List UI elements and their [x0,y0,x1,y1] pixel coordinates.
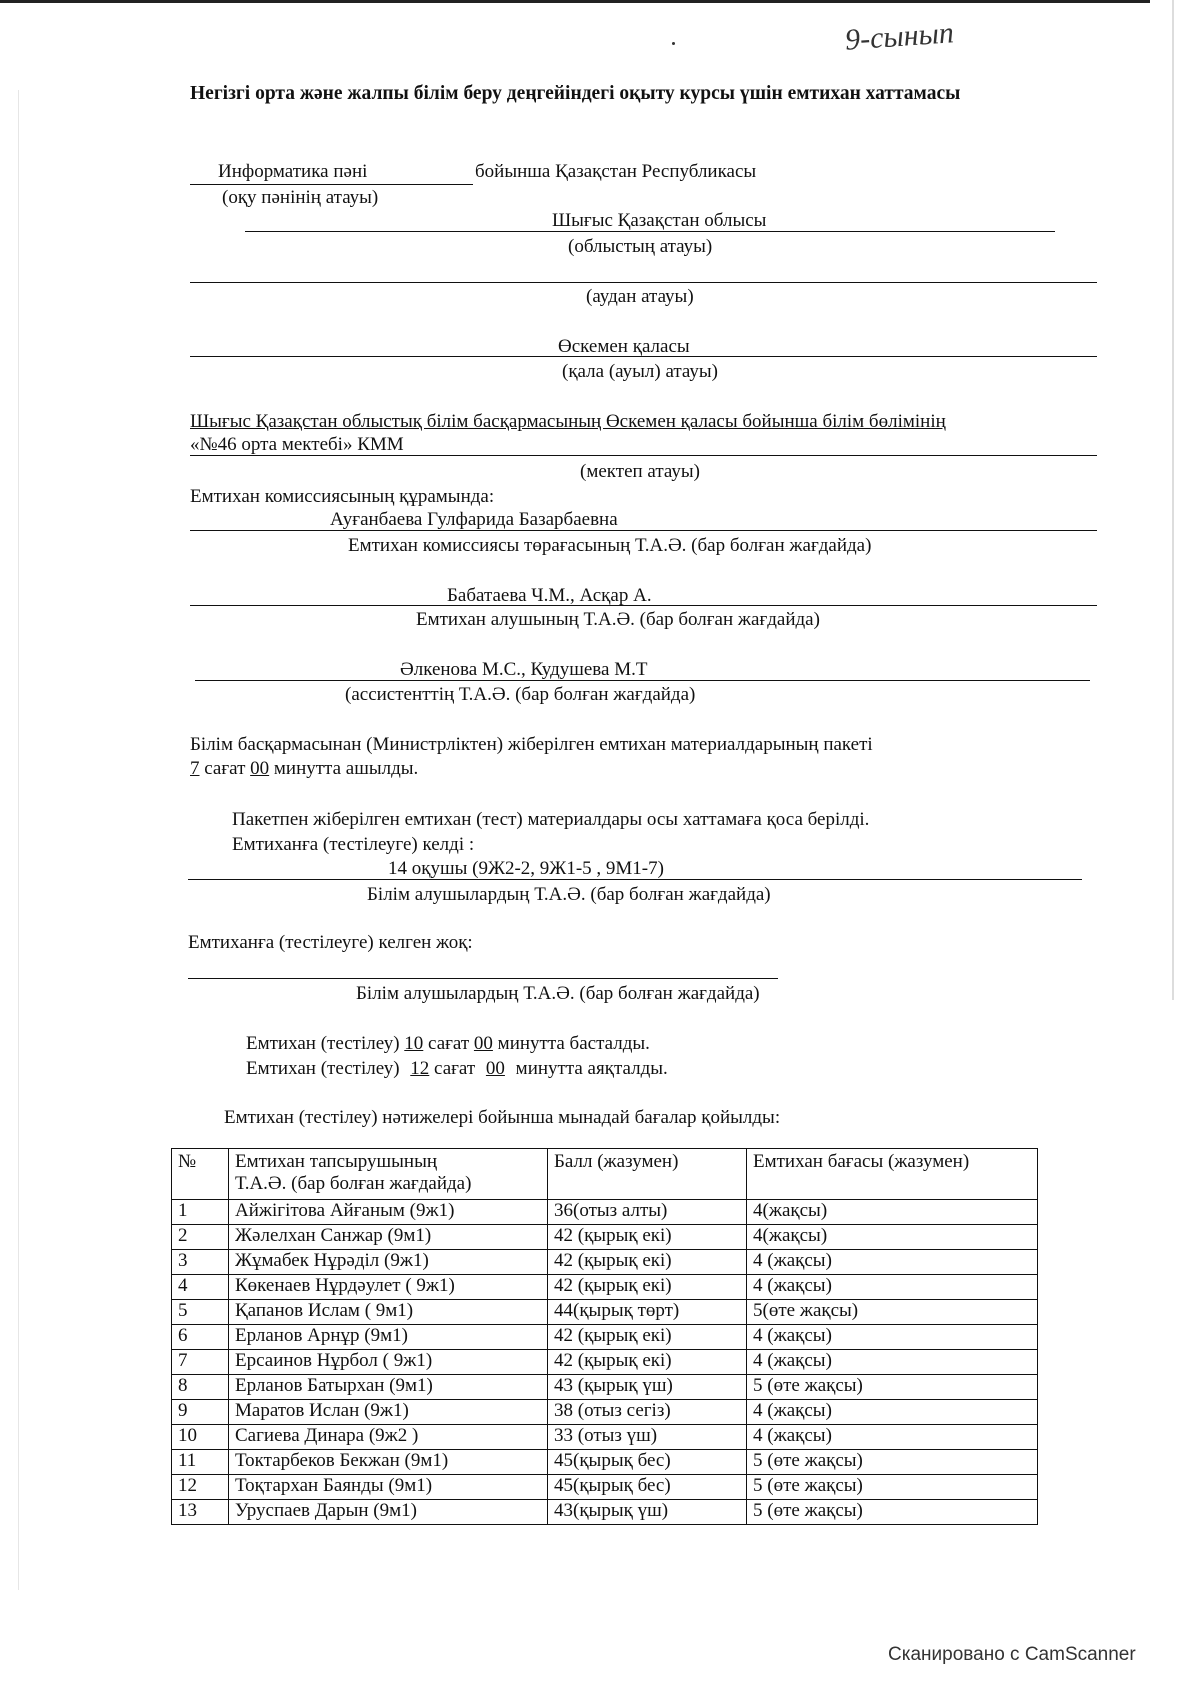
package-opened-text: минутта ашылды. [273,758,419,779]
row-number: 10 [172,1425,229,1450]
row-number: 3 [172,1250,229,1275]
score-text: 42 (қырық екі) [548,1275,747,1300]
scanner-watermark: Сканировано с CamScanner [888,1644,1136,1665]
row-number: 1 [172,1200,229,1225]
table-row [172,1275,1038,1300]
district-underline [190,282,1097,283]
table-header-row [172,1149,1038,1200]
student-name: Уруспаев Дарын (9м1) [229,1500,548,1525]
start-time [246,1033,650,1055]
table-row [172,1300,1038,1325]
header-grade: Емтихан бағасы (жазумен) [747,1149,1038,1200]
chair-underline [190,530,1097,531]
score-text: 33 (отыз үш) [548,1425,747,1450]
end-time [246,1058,668,1080]
grade-text: 4 (жақсы) [747,1350,1038,1375]
grade-text: 5 (өте жақсы) [747,1375,1038,1400]
start-prefix: Емтихан (тестілеу) [246,1033,400,1054]
city-value: Өскемен қаласы [558,336,690,357]
scan-left-edge [18,90,19,1590]
row-number: 13 [172,1500,229,1525]
start-suffix: минутта басталды. [497,1033,650,1054]
package-hour: 7 [190,758,200,779]
student-name: Ерланов Батырхан (9м1) [229,1375,548,1400]
score-text: 42 (қырық екі) [548,1350,747,1375]
table-row [172,1450,1038,1475]
row-number: 11 [172,1450,229,1475]
grade-text: 4(жақсы) [747,1200,1038,1225]
results-intro: Емтихан (тестілеу) нәтижелері бойынша мынадай бағалар қойылды: [224,1107,781,1128]
chair-name: Ауғанбаева Гулфарида Базарбаевна [330,509,618,530]
grade-text: 4 (жақсы) [747,1425,1038,1450]
row-number: 7 [172,1350,229,1375]
grade-text: 4(жақсы) [747,1225,1038,1250]
assistant-caption: (ассистенттің Т.А.Ә. (бар болған жағдайда) [345,684,696,705]
grade-text: 5(өте жақсы) [747,1300,1038,1325]
student-name: Сагиева Динара (9ж2 ) [229,1425,548,1450]
header-name [229,1149,548,1200]
scan-right-edge [1172,0,1174,1000]
subject-caption: (оқу пәнінің атауы) [222,187,379,208]
grade-text: 4 (жақсы) [747,1400,1038,1425]
score-text: 44(қырық төрт) [548,1300,747,1325]
student-name: Айжігітова Айғаным (9ж1) [229,1200,548,1225]
scan-speck [672,42,675,45]
header-name-line-1: Емтихан тапсырушының [235,1151,438,1172]
student-name: Тоқтархан Баянды (9м1) [229,1475,548,1500]
student-name: Маратов Ислан (9ж1) [229,1400,548,1425]
header-name-line-2: Т.А.Ә. (бар болған жағдайда) [235,1173,472,1194]
row-number: 4 [172,1275,229,1300]
attended-value: 14 оқушы (9Ж2-2, 9Ж1-5 , 9М1-7) [388,858,664,879]
score-text: 36(отыз алты) [548,1200,747,1225]
package-line: Білім басқармасынан (Министрліктен) жіберілген емтихан материалдарының пакеті [190,734,873,755]
table-row [172,1500,1038,1525]
examiner-caption: Емтихан алушының Т.А.Ә. (бар болған жағдайда) [416,609,820,630]
end-prefix: Емтихан (тестілеу) [246,1058,400,1079]
start-sagat: сағат [428,1033,470,1054]
grades-table [171,1148,1038,1525]
score-text: 42 (қырық екі) [548,1325,747,1350]
region-value: Шығыс Қазақстан облысы [552,210,767,231]
end-hour: 12 [410,1058,430,1079]
table-row [172,1200,1038,1225]
student-name: Ерсаинов Нұрбол ( 9ж1) [229,1350,548,1375]
attended-label: Емтиханға (тестілеуге) келді : [232,834,475,855]
city-caption: (қала (ауыл) атауы) [562,361,718,382]
student-name: Ерланов Арнұр (9м1) [229,1325,548,1350]
grade-text: 5 (өте жақсы) [747,1475,1038,1500]
score-text: 45(қырық бес) [548,1475,747,1500]
table-row [172,1225,1038,1250]
table-row [172,1475,1038,1500]
student-name: Жәлелхан Санжар (9м1) [229,1225,548,1250]
table-row [172,1425,1038,1450]
school-line-2: «№46 орта мектебі» КММ [190,434,404,455]
grade-text: 4 (жақсы) [747,1275,1038,1300]
student-name: Жұмабек Нұрәділ (9ж1) [229,1250,548,1275]
row-number: 9 [172,1400,229,1425]
end-sagat: сағат [434,1058,476,1079]
row-number: 6 [172,1325,229,1350]
subject-value: Информатика пәні [218,161,368,182]
commission-label: Емтихан комиссиясының құрамында: [190,486,495,507]
student-name: Токтарбеков Бекжан (9м1) [229,1450,548,1475]
chair-caption: Емтихан комиссиясы төрағасының Т.А.Ә. (бар болған жағдайда) [348,535,872,556]
absent-underline [188,978,778,979]
row-number: 5 [172,1300,229,1325]
score-text: 45(қырық бес) [548,1450,747,1475]
table-row [172,1375,1038,1400]
table-row [172,1325,1038,1350]
package-sagat: сағат [204,758,246,779]
end-suffix: минутта аяқталды. [515,1058,668,1079]
scan-top-border [0,0,1150,3]
materials-line: Пакетпен жіберілген емтихан (тест) материалдары осы хаттамаға қоса берілді. [232,809,870,830]
package-time [190,758,418,780]
score-text: 43(қырық үш) [548,1500,747,1525]
score-text: 42 (қырық екі) [548,1225,747,1250]
header-score: Балл (жазумен) [548,1149,747,1200]
subject-suffix: бойынша Қазақстан Республикасы [475,161,757,182]
school-line-1: Шығыс Қазақстан облыстық білім басқармасының Өскемен қаласы бойынша білім бөлімінің [190,411,946,432]
document-title: Негізгі орта және жалпы білім беру деңгейіндегі оқыту курсы үшін емтихан хаттамасы [190,83,961,104]
handwritten-grade-note: 9-сынып [843,16,955,57]
table-row [172,1250,1038,1275]
start-hour: 10 [404,1033,424,1054]
end-minute: 00 [485,1058,505,1079]
grade-text: 4 (жақсы) [747,1325,1038,1350]
row-number: 12 [172,1475,229,1500]
score-text: 38 (отыз сегіз) [548,1400,747,1425]
absent-caption: Білім алушылардың Т.А.Ә. (бар болған жағдайда) [356,983,760,1004]
assistant-name: Әлкенова М.С., Кудушева М.Т [400,659,648,680]
region-caption: (облыстың атауы) [568,236,713,257]
header-number: № [172,1149,229,1200]
subject-underline [190,184,473,185]
start-minute: 00 [473,1033,493,1054]
student-name: Көкенаев Нұрдәулет ( 9ж1) [229,1275,548,1300]
school-caption: (мектеп атауы) [580,461,700,482]
attended-caption: Білім алушылардың Т.А.Ә. (бар болған жағдайда) [367,884,771,905]
grade-text: 4 (жақсы) [747,1250,1038,1275]
examiner-name: Бабатаева Ч.М., Асқар А. [447,585,652,606]
score-text: 43 (қырық үш) [548,1375,747,1400]
student-name: Қапанов Ислам ( 9м1) [229,1300,548,1325]
grade-text: 5 (өте жақсы) [747,1500,1038,1525]
row-number: 8 [172,1375,229,1400]
table-row [172,1350,1038,1375]
district-caption: (аудан атауы) [586,286,694,307]
grade-text: 5 (өте жақсы) [747,1450,1038,1475]
table-row [172,1400,1038,1425]
absent-label: Емтиханға (тестілеуге) келген жоқ: [188,932,473,953]
score-text: 42 (қырық екі) [548,1250,747,1275]
row-number: 2 [172,1225,229,1250]
package-minute: 00 [250,758,270,779]
